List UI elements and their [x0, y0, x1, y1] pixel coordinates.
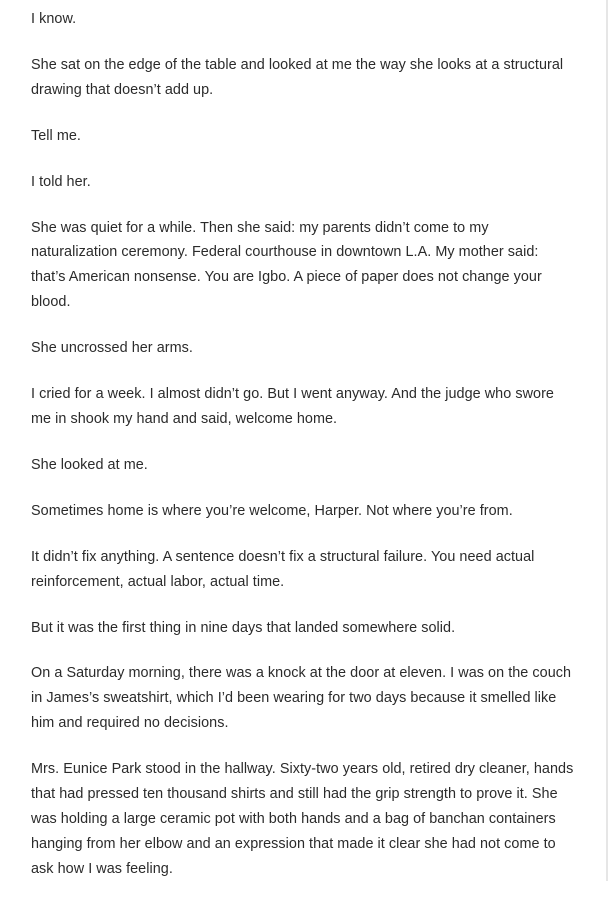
paragraph: Mrs. Eunice Park stood in the hallway. Sixty-two years old, retired dry cleaner, hands that had pressed ten thousand shirts and still had the grip strength to prove it. She was holding a large ceramic pot with both hands and a bag of banchan containers hanging from her elbow and an expression that made it clear she had not come to ask how I was feeling. — [31, 761, 574, 877]
paragraph: I know. — [31, 11, 77, 27]
paragraph: She looked at me. — [31, 456, 148, 473]
paragraph: But it was the first thing in nine days that landed somewhere solid. — [31, 619, 456, 636]
paragraph: On a Saturday morning, there was a knock at the door at eleven. I was on the couch in James’s sweatshirt, which I’d been wearing for two days because it smelled like him and required no decisions. — [31, 665, 572, 732]
paragraph: Tell me. — [31, 127, 81, 144]
paragraph: She was quiet for a while. Then she said: my parents didn’t come to my naturalization ceremony. Federal courthouse in downtown L.A. My mother said: that’s American nonsense. You are Igbo. A piece of paper does not change your blood. — [31, 219, 542, 311]
paragraph: It didn’t fix anything. A sentence doesn’t fix a structural failure. You need actual reinforcement, actual labor, actual time. — [31, 548, 535, 590]
paragraph: I cried for a week. I almost didn’t go. But I went anyway. And the judge who swore me in shook my hand and said, welcome home. — [31, 386, 554, 427]
paragraph: Sometimes home is where you’re welcome, Harper. Not where you’re from. — [31, 502, 513, 519]
paragraph: She uncrossed her arms. — [31, 340, 193, 357]
document-body — [31, 7, 576, 903]
paragraph: I told her. — [31, 173, 91, 190]
paragraph: She sat on the edge of the table and looked at me the way she looks at a structural drawing that doesn’t add up. — [31, 56, 564, 98]
